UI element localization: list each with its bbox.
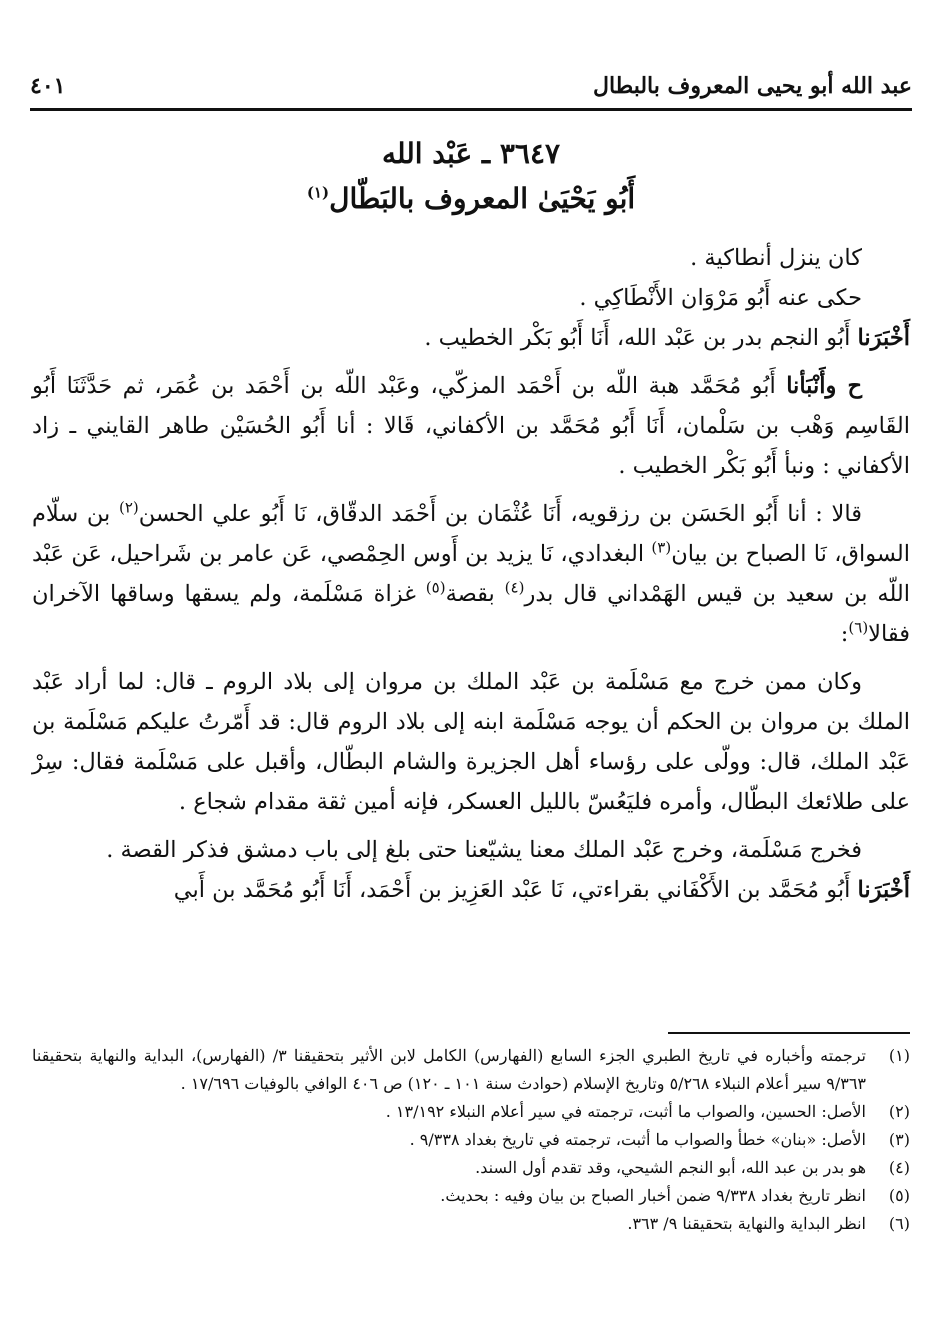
- entry-kunya: [0, 176, 942, 222]
- entry-heading: [0, 132, 942, 222]
- paragraph: [32, 870, 910, 910]
- footnote-ref: (١): [306, 183, 330, 202]
- footnote-text: انظر تاريخ بغداد ٩/٣٣٨ ضمن أخبار الصباح بن بيان وفيه : بحديث.: [440, 1186, 866, 1205]
- isnad-lead: أَخْبَرَنا: [857, 325, 910, 351]
- paragraph-text: أَبُو مُحَمَّد هبة اللّه بن أَحْمَد المزكّي، وعَبْد اللّه بن أَحْمَد بن عُمَر، ثم حَدَّثَنَا أَبُو القَاسِم وَهْب بن سَلْمان، أَنَا أَبُو مُحَمَّد بن الأكفاني، قَالا : أنا أَبُو الحُسَيْن طاهر القايني ـ زاد الأكفاني : ونبأ أَبُو بَكْر الخطيب .: [32, 373, 910, 479]
- isnad-lead: أَخْبَرَنا: [857, 877, 910, 903]
- footnote-ref: (٥): [425, 578, 446, 597]
- paragraph: حكى عنه أَبُو مَرْوَان الأَنْطَاكِي .: [579, 285, 862, 311]
- paragraph-text: بقصة: [445, 581, 505, 607]
- paragraph: [32, 366, 910, 486]
- footnote: [32, 1182, 910, 1210]
- footnote-ref: (٤): [504, 578, 525, 597]
- footnote-text: ترجمته وأخباره في تاريخ الطبري الجزء السابع (الفهارس) الكامل لابن الأثير بتحقيقنا ٣/ (الفهارس)، البداية والنهاية بتحقيقنا ٩/٣٦٣ سير أعلام النبلاء ٥/٢٦٨ وتاريخ الإسلام (حوادث سنة ١٠١ ـ ١٢٠) ص ٤٠٦ الوافي بالوفيات ١٧/٦٩٦ .: [32, 1046, 867, 1093]
- paragraph: وكان ممن خرج مع مَسْلَمة بن عَبْد الملك بن مروان إلى بلاد الروم ـ قال: لما أراد عَبْد الملك بن مروان بن الحكم أن يوجه مَسْلَمة ابنه إلى بلاد الروم قال: قد أَمّرتُ عليكم مَسْلَمة بن عَبْد الملك، قال: وولّى على رؤساء أهل الجزيرة والشام البطّال، وأقبل على مَسْلَمة فقال: سِرْ على طلائعك البطّال، وأمره فليَعُسّ بالليل العسكر، فإنه أمين ثقة مقدام شجاع .: [32, 669, 911, 815]
- paragraph: فخرج مَسْلَمة، وخرج عَبْد الملك معنا يشيّعنا حتى بلغ إلى باب دمشق فذكر القصة .: [106, 837, 862, 863]
- paragraph: [32, 318, 910, 358]
- footnote: [32, 1042, 910, 1098]
- running-header: [30, 64, 912, 108]
- footnote: [32, 1098, 910, 1126]
- footnote-number: (١): [888, 1046, 910, 1065]
- footnote-ref: (٣): [651, 538, 672, 557]
- paragraph: كان ينزل أنطاكية .: [690, 245, 862, 271]
- footnote-number: (٥): [888, 1186, 910, 1205]
- paragraph-text: :: [840, 621, 849, 647]
- paragraph-text: بن سلّام السواق، نَا الصباح بن بيان: [32, 501, 911, 567]
- footnote-text: الأصل: الحسين، والصواب ما أثبت، ترجمته في سير أعلام النبلاء ١٣/١٩٢ .: [385, 1102, 866, 1121]
- paragraph-text: أَبُو النجم بدر بن عَبْد الله، أَنَا أَبُو بَكْر الخطيب .: [424, 325, 851, 351]
- footnote: [32, 1210, 910, 1238]
- footnote-number: (٢): [888, 1102, 910, 1121]
- isnad-lead: ح وأَنْبَأنا: [786, 373, 863, 399]
- body-text: [32, 238, 910, 918]
- footnote-ref: (٢): [119, 498, 139, 517]
- footnote-ref: (٦): [848, 618, 869, 637]
- entry-kunya-text: أَبُو يَحْيَىٰ المعروف بالبَطّال: [329, 182, 636, 215]
- footnote-text: انظر البداية والنهاية بتحقيقنا ٩/ ٣٦٣.: [627, 1214, 866, 1233]
- footnote-number: (٦): [888, 1214, 910, 1233]
- page-number: ٤٠١: [30, 73, 66, 99]
- paragraph-text: البغدادي، نَا يزيد بن أَوس الحِمْصي، عَن عامر بن شَراحيل، عَن عَبْد اللّه بن سعيد بن قيس الهَمْداني قال بدر: [32, 541, 910, 607]
- footnote-rule: [668, 1032, 910, 1034]
- footnote-text: هو بدر بن عبد الله، أبو النجم الشيحي، وقد تقدم أول السند.: [475, 1158, 866, 1177]
- paragraph: [32, 494, 910, 654]
- paragraph-text: أَبُو مُحَمَّد بن الأَكْفَاني بقراءتي، نَا عَبْد العَزِيز بن أَحْمَد، أَنَا أَبُو مُحَمَّد بن أَبي: [173, 877, 851, 903]
- header-rule: [30, 108, 912, 111]
- footnote-number: (٤): [888, 1158, 910, 1177]
- footnote: [32, 1154, 910, 1182]
- footnote-text: الأصل: «بنان» خطأ والصواب ما أثبت، ترجمته في تاريخ بغداد ٩/٣٣٨ .: [409, 1130, 866, 1149]
- running-title: عبد الله أبو يحيى المعروف بالبطال: [592, 73, 912, 99]
- paragraph-text: قالا : أنا أَبُو الحَسَن بن رزقويه، أَنَا عُثْمَان بن أَحْمَد الدقّاق، نَا أَبُو علي الحسن: [138, 501, 862, 527]
- paragraph-text: غزاة مَسْلَمة، ولم يسقها وساقها الآخران فقالا: [32, 581, 910, 647]
- footnotes: [32, 1042, 910, 1238]
- entry-number-name: ٣٦٤٧ ـ عَبْد الله: [381, 137, 561, 170]
- footnote-number: (٣): [888, 1130, 910, 1149]
- footnote: [32, 1126, 910, 1154]
